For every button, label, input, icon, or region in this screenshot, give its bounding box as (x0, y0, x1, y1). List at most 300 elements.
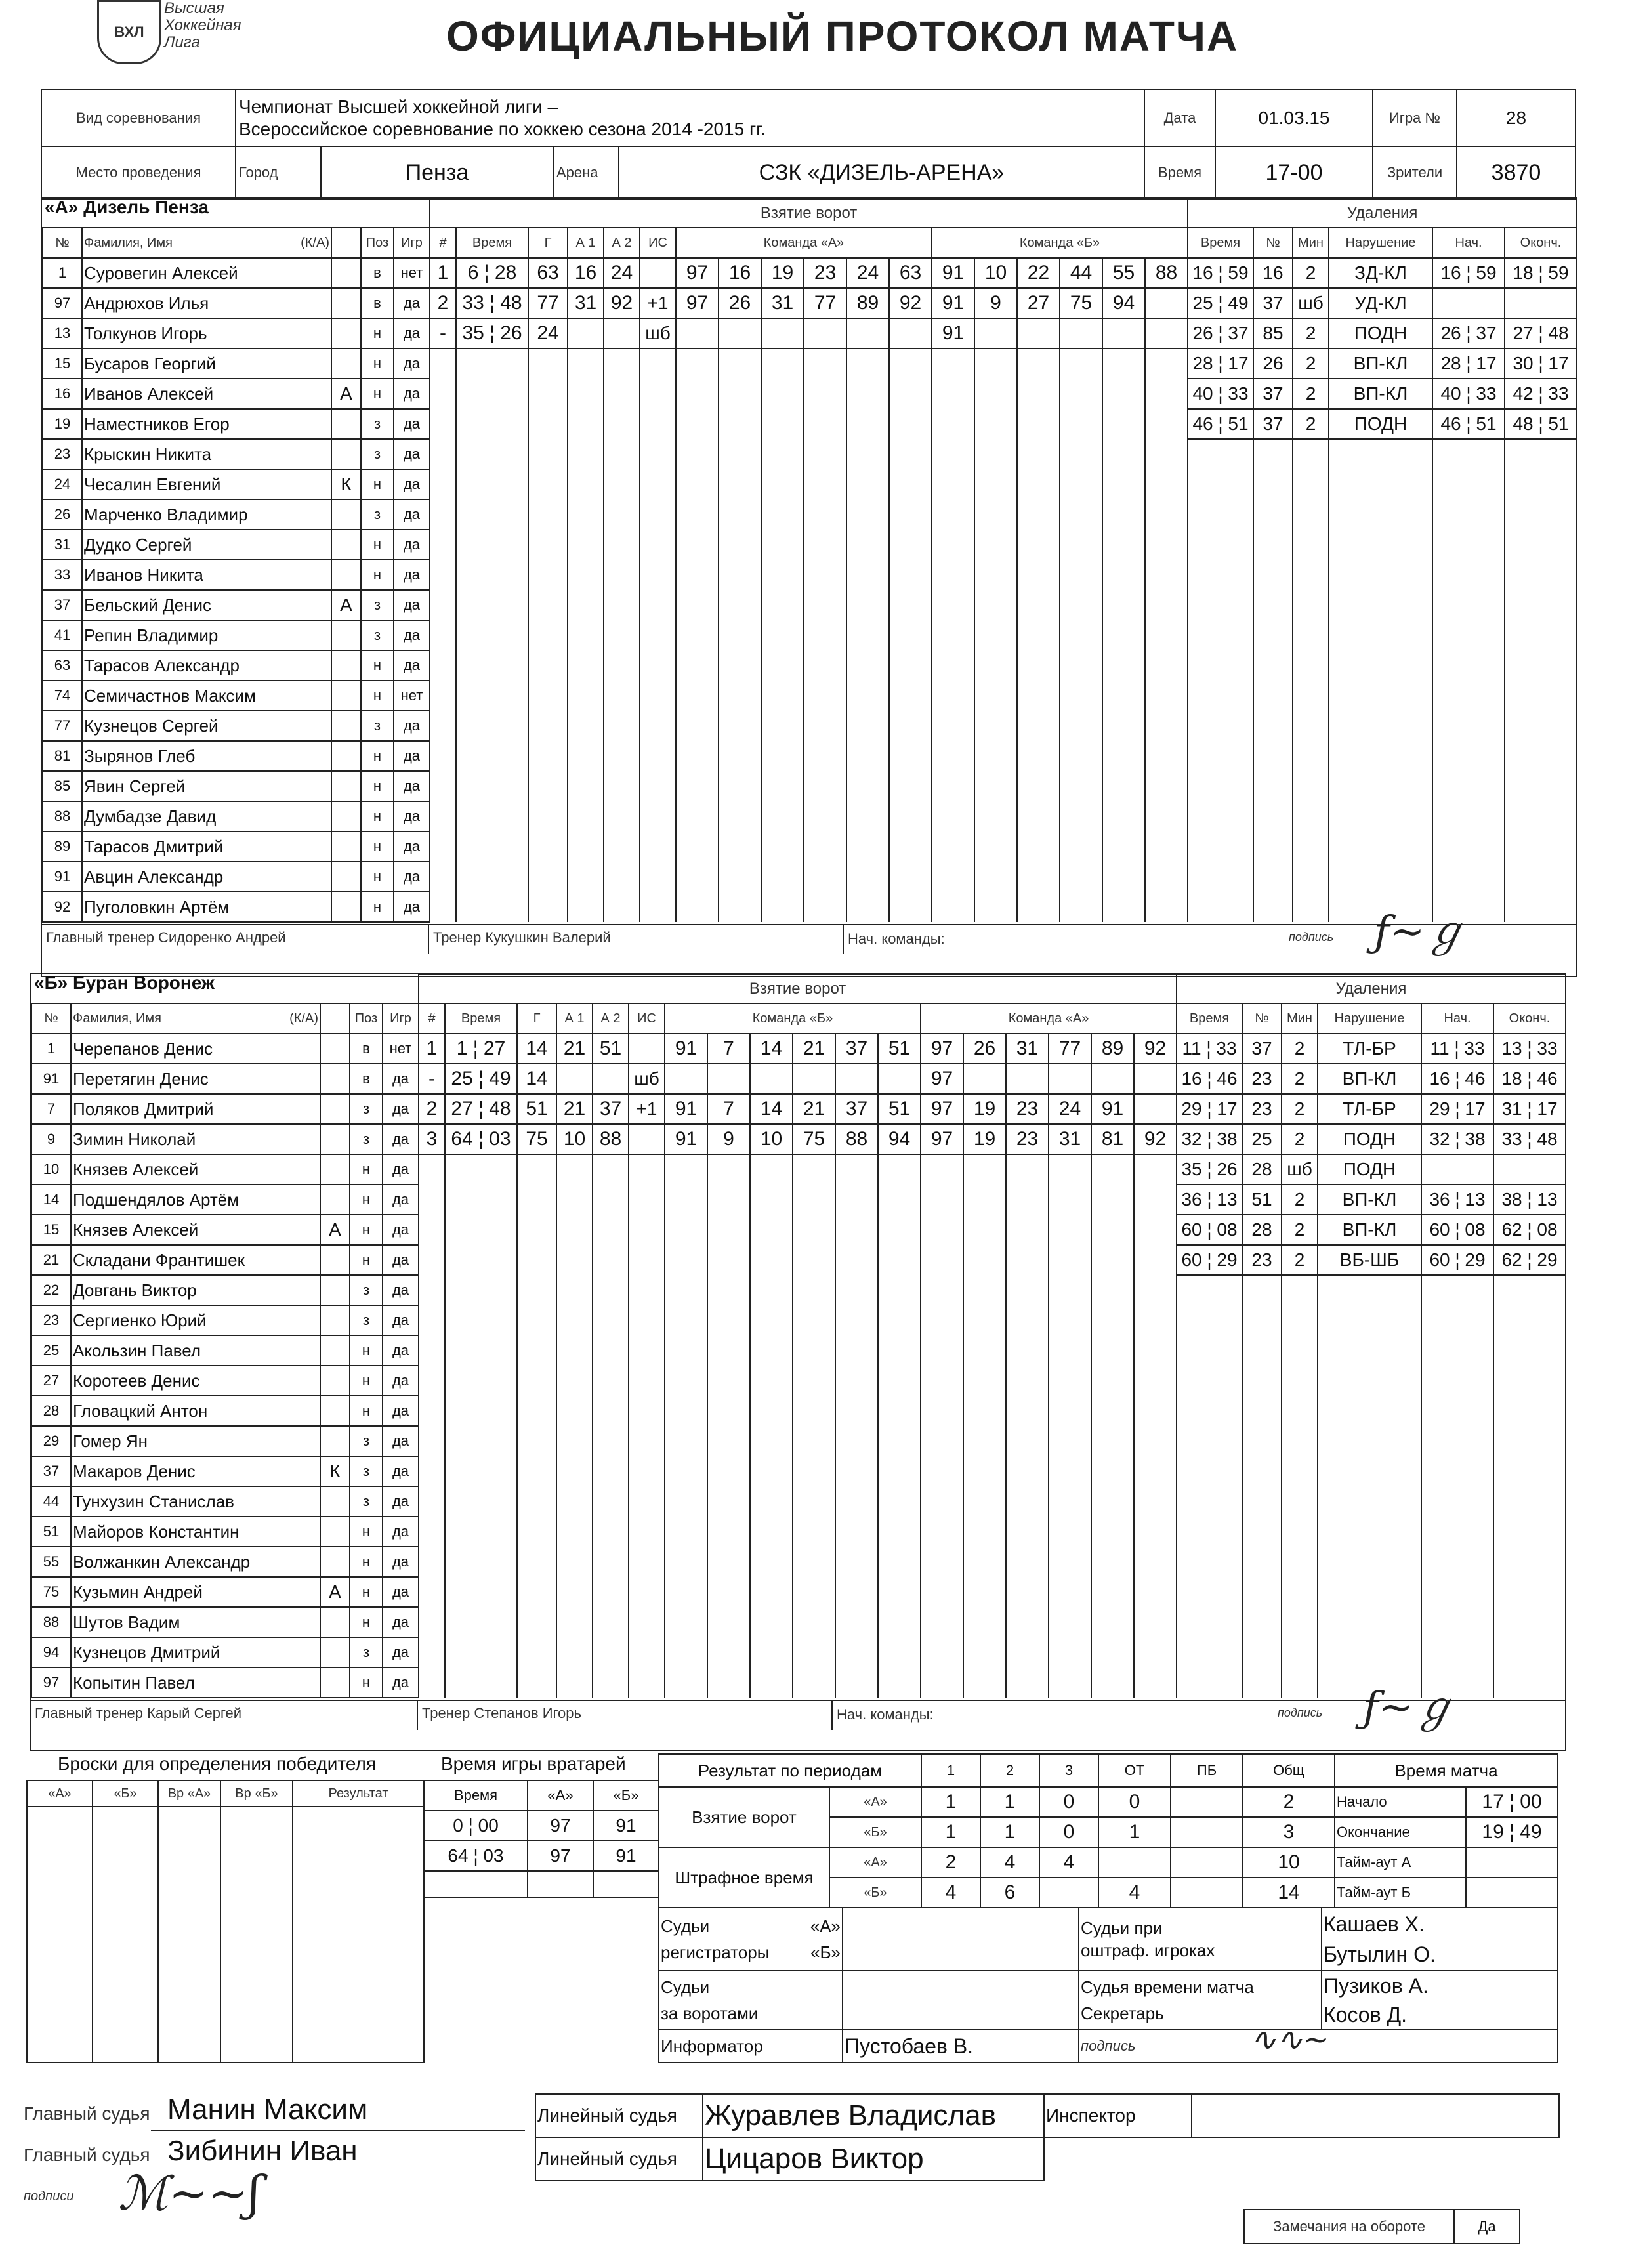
table-row (31, 1577, 419, 1607)
player-name: Складани Франтишек (71, 1245, 320, 1275)
place-label: Место проведения (41, 146, 236, 199)
penalties-title: Удаления (1177, 975, 1566, 1003)
player-number: 77 (43, 711, 82, 741)
player-pos: н (361, 831, 394, 862)
timeout-a-label: Тайм-аут А (1335, 1847, 1466, 1878)
table-row (43, 469, 430, 499)
goals-table: Взятие ворот # Время Г А 1 А 2 ИС Команда «А» Команда «Б» 1 6 ¦ 28 63 16 24 97 16 19 23 24 63 91 10 22 44 55 88 2 33 ¦ 48 77 31 92 +1 97 26 31 77 89 92 91 9 27 75 94 - 35 ¦ 26 24 шб 91 (429, 198, 1188, 922)
player-pos: н (350, 1185, 383, 1215)
timeout-b-label: Тайм-аут Б (1335, 1878, 1466, 1908)
player-role (331, 862, 361, 892)
player-pos: з (361, 409, 394, 439)
linesman-label-1: Линейный судья (535, 2094, 703, 2137)
remarks-value: Да (1454, 2210, 1520, 2244)
player-pos: н (361, 379, 394, 409)
player-name: Крыскин Никита (82, 439, 331, 469)
page-title: ОФИЦИАЛЬНЫЙ ПРОТОКОЛ МАТЧА (446, 12, 1239, 60)
player-number: 28 (31, 1396, 71, 1426)
player-role (320, 1607, 350, 1637)
player-play: да (383, 1456, 419, 1486)
goals-opp-team-label: Команда «Б» (932, 228, 1188, 258)
table-row (31, 1668, 419, 1698)
player-number: 88 (31, 1607, 71, 1637)
player-name: Наместников Егор (82, 409, 331, 439)
match-time-table (1334, 1754, 1558, 1908)
end-value: 19 ¦ 49 (1466, 1817, 1558, 1847)
player-role: А (320, 1215, 350, 1245)
start-label: Начало (1335, 1787, 1466, 1817)
player-play: да (394, 409, 430, 439)
player-number: 97 (43, 288, 82, 318)
player-pos: н (361, 771, 394, 801)
player-play: да (383, 1064, 419, 1094)
team-a-title: «А» Дизель Пенза (45, 197, 209, 217)
informer-label: Информатор (659, 2030, 843, 2063)
player-pos: н (350, 1547, 383, 1577)
table-row (31, 1517, 419, 1547)
gt-col-a: «А» (528, 1780, 593, 1811)
player-name: Репин Владимир (82, 620, 331, 650)
gt-col-b: «Б» (593, 1780, 659, 1811)
player-number: 91 (31, 1064, 71, 1094)
player-role (320, 1185, 350, 1215)
player-role: А (320, 1577, 350, 1607)
player-role (320, 1034, 350, 1064)
penalty-row: 60 ¦ 29 23 2 ВБ-ШБ 60 ¦ 29 62 ¦ 29 (1177, 1245, 1566, 1275)
table-row (43, 862, 430, 892)
player-pos: з (350, 1456, 383, 1486)
player-pos: в (361, 288, 394, 318)
player-play: да (394, 318, 430, 348)
player-number: 25 (31, 1335, 71, 1366)
table-row (31, 1185, 419, 1215)
player-play: да (383, 1305, 419, 1335)
player-name: Суровегин Алексей (82, 258, 331, 288)
player-role (331, 439, 361, 469)
player-play: да (394, 892, 430, 922)
table-row (43, 530, 430, 560)
player-role (331, 288, 361, 318)
player-number: 92 (43, 892, 82, 922)
player-role (320, 1396, 350, 1426)
table-row (31, 1607, 419, 1637)
table-row (31, 1154, 419, 1185)
player-play: да (394, 499, 430, 530)
player-name: Иванов Никита (82, 560, 331, 590)
ref-signatures-label: подписи (24, 2189, 74, 2204)
player-number: 9 (31, 1124, 71, 1154)
player-number: 41 (43, 620, 82, 650)
pim-label: Штрафное время (659, 1847, 829, 1908)
col-pos: Поз (350, 1003, 383, 1034)
player-name: Гомер Ян (71, 1426, 320, 1456)
player-number: 23 (31, 1305, 71, 1335)
player-role (331, 499, 361, 530)
player-play: да (383, 1094, 419, 1124)
player-pos: н (361, 318, 394, 348)
table-row (43, 348, 430, 379)
player-play: нет (394, 681, 430, 711)
player-pos: з (350, 1094, 383, 1124)
player-role (331, 258, 361, 288)
team-signature: ƒ∼ℊ (1363, 1683, 1456, 1732)
player-number: 13 (43, 318, 82, 348)
player-pos: з (350, 1124, 383, 1154)
player-pos: н (350, 1517, 383, 1547)
player-number: 89 (43, 831, 82, 862)
player-number: 16 (43, 379, 82, 409)
player-play: да (383, 1335, 419, 1366)
player-pos: з (350, 1426, 383, 1456)
player-play: да (383, 1668, 419, 1698)
officials-signature: подпись ∿∿~ (1079, 2030, 1558, 2063)
player-play: да (394, 711, 430, 741)
player-name: Пуголовкин Артём (82, 892, 331, 922)
roster-table (42, 198, 430, 923)
team-signature: ƒ∼ℊ (1374, 908, 1467, 956)
player-name: Чесалин Евгений (82, 469, 331, 499)
player-role (331, 801, 361, 831)
player-name: Поляков Дмитрий (71, 1094, 320, 1124)
city-value: Пенза (321, 146, 553, 199)
table-row (43, 831, 430, 862)
informer-value: Пустобаев В. (843, 2030, 1079, 2063)
player-name: Семичастнов Максим (82, 681, 331, 711)
trainer: Тренер Степанов Игорь (422, 1705, 581, 1721)
player-name: Макаров Денис (71, 1456, 320, 1486)
table-row (31, 1094, 419, 1124)
main-ref-label-1: Главный судья (24, 2103, 150, 2124)
table-row (31, 1637, 419, 1668)
player-play: да (394, 379, 430, 409)
col-play: Игр (383, 1003, 419, 1034)
penalty-row: 28 ¦ 17 26 2 ВП-КЛ 28 ¦ 17 30 ¦ 17 (1188, 348, 1577, 379)
player-play: да (383, 1547, 419, 1577)
player-role (320, 1486, 350, 1517)
logo-text: Высшая Хоккейная Лига (164, 0, 241, 51)
roster-table (31, 974, 419, 1698)
table-row (31, 1215, 419, 1245)
registrars-label: Судьи «А» регистраторы «Б» (659, 1908, 843, 1971)
team-captain: Нач. команды: (837, 1706, 934, 1723)
end-label: Окончание (1335, 1817, 1466, 1847)
player-pos: в (350, 1034, 383, 1064)
player-pos: н (361, 741, 394, 771)
spectators-value: 3870 (1457, 146, 1576, 199)
player-role: К (320, 1456, 350, 1486)
start-value: 17 ¦ 00 (1466, 1787, 1558, 1817)
officials-table (658, 1907, 1558, 2063)
main-ref-1: Манин Максим (167, 2093, 368, 2126)
table-row (43, 409, 430, 439)
goals-own-team-label: Команда «А» (676, 228, 932, 258)
player-number: 29 (31, 1426, 71, 1456)
player-pos: н (361, 650, 394, 681)
player-name: Тарасов Александр (82, 650, 331, 681)
player-pos: з (361, 439, 394, 469)
team-a-section (41, 197, 1577, 977)
competition-label: Вид соревнования (41, 89, 236, 146)
player-pos: в (350, 1064, 383, 1094)
player-play: да (383, 1124, 419, 1154)
player-name: Черепанов Денис (71, 1034, 320, 1064)
col-num: № (43, 228, 82, 258)
head-coach: Главный тренер Сидоренко Андрей (46, 929, 286, 946)
date-label: Дата (1144, 89, 1215, 146)
spectators-label: Зрители (1373, 146, 1457, 199)
goals-title: Взятие ворот (430, 199, 1188, 228)
player-number: 33 (43, 560, 82, 590)
player-number: 10 (31, 1154, 71, 1185)
penalty-row: 60 ¦ 08 28 2 ВП-КЛ 60 ¦ 08 62 ¦ 08 (1177, 1215, 1566, 1245)
date-value: 01.03.15 (1215, 89, 1373, 146)
player-pos: н (361, 469, 394, 499)
goals-title: Взятие ворот (419, 975, 1177, 1003)
player-name: Князев Алексей (71, 1154, 320, 1185)
player-name: Тунхузин Станислав (71, 1486, 320, 1517)
player-pos: н (350, 1668, 383, 1698)
player-role (320, 1517, 350, 1547)
table-row (31, 1547, 419, 1577)
player-name: Иванов Алексей (82, 379, 331, 409)
player-name: Волжанкин Александр (71, 1547, 320, 1577)
player-name: Князев Алексей (71, 1215, 320, 1245)
penalty-row: 11 ¦ 33 37 2 ТЛ-БР 11 ¦ 33 13 ¦ 33 (1177, 1034, 1566, 1064)
penalty-row: 29 ¦ 17 23 2 ТЛ-БР 29 ¦ 17 31 ¦ 17 (1177, 1094, 1566, 1124)
inspector-label: Инспектор (1044, 2094, 1192, 2137)
game-no-value: 28 (1457, 89, 1576, 146)
player-number: 51 (31, 1517, 71, 1547)
player-play: да (383, 1396, 419, 1426)
player-play: да (383, 1607, 419, 1637)
player-number: 63 (43, 650, 82, 681)
player-role (331, 530, 361, 560)
player-name: Дудко Сергей (82, 530, 331, 560)
main-ref-label-2: Главный судья (24, 2145, 150, 2165)
vhl-logo: ВХЛ (97, 0, 161, 64)
player-play: да (383, 1577, 419, 1607)
shootout-table (26, 1780, 425, 2063)
table-row (31, 1124, 419, 1154)
player-number: 75 (31, 1577, 71, 1607)
player-number: 22 (31, 1275, 71, 1305)
player-pos: з (361, 590, 394, 620)
player-name: Кузьмин Андрей (71, 1577, 320, 1607)
player-name: Зырянов Глеб (82, 741, 331, 771)
team-b-section (30, 973, 1566, 1751)
linesman-label-2: Линейный судья (535, 2137, 703, 2181)
player-name: Сергиенко Юрий (71, 1305, 320, 1335)
linesman-1: Журавлев Владислав (703, 2094, 1044, 2137)
goalie-row: 64 ¦ 03 97 91 (424, 1841, 659, 1871)
player-role (331, 831, 361, 862)
table-row (43, 590, 430, 620)
player-name: Кузнецов Дмитрий (71, 1637, 320, 1668)
arena-label: Арена (553, 146, 619, 199)
player-number: 7 (31, 1094, 71, 1124)
shootout-title: Броски для определения победителя (58, 1754, 377, 1774)
player-role (320, 1668, 350, 1698)
player-play: да (394, 288, 430, 318)
penalty-row: 46 ¦ 51 37 2 ПОДН 46 ¦ 51 48 ¦ 51 (1188, 409, 1577, 439)
table-row (43, 499, 430, 530)
penalties-title: Удаления (1188, 199, 1577, 228)
player-play: да (383, 1245, 419, 1275)
player-role: К (331, 469, 361, 499)
trainer: Тренер Кукушкин Валерий (433, 929, 611, 946)
penalty-row: 40 ¦ 33 37 2 ВП-КЛ 40 ¦ 33 42 ¦ 33 (1188, 379, 1577, 409)
player-name: Зимин Николай (71, 1124, 320, 1154)
player-role (331, 560, 361, 590)
team-captain: Нач. команды: (848, 931, 945, 947)
player-pos: з (350, 1637, 383, 1668)
so-col-vra: Вр «А» (158, 1780, 220, 1807)
player-number: 88 (43, 801, 82, 831)
penalty-row: 36 ¦ 13 51 2 ВП-КЛ 36 ¦ 13 38 ¦ 13 (1177, 1185, 1566, 1215)
player-role (331, 681, 361, 711)
player-play: да (394, 439, 430, 469)
player-role: А (331, 590, 361, 620)
player-role (320, 1305, 350, 1335)
team-b-title: «Б» Буран Воронеж (34, 973, 215, 993)
p-col-total: Общ (1243, 1754, 1335, 1787)
player-name: Толкунов Игорь (82, 318, 331, 348)
player-role (320, 1637, 350, 1668)
table-row (43, 650, 430, 681)
player-number: 15 (43, 348, 82, 379)
player-number: 37 (31, 1456, 71, 1486)
so-col-vrb: Вр «Б» (220, 1780, 293, 1807)
table-row (43, 439, 430, 469)
player-name: Марченко Владимир (82, 499, 331, 530)
player-number: 24 (43, 469, 82, 499)
penalties-table: Удаления Время № Мин Нарушение Нач. Оконч. 11 ¦ 33 37 2 ТЛ-БР 11 ¦ 33 13 ¦ 33 16 ¦ 46 23 2 ВП-КЛ 16 ¦ 46 18 ¦ 46 29 ¦ 17 23 2 ТЛ-БР 29 ¦ 17 31 ¦ 17 32 ¦ 38 25 2 ПОДН 32 ¦ 38 33 ¦ 48 35 ¦ 26 28 шб ПОДН 36 ¦ 13 51 2 ВП-КЛ 36 ¦ 13 38 ¦ 13 60 ¦ 08 28 2 ВП-КЛ 60 ¦ 08 62 ¦ 08 60 ¦ 29 23 2 ВБ-ШБ 60 ¦ 29 62 ¦ 29 (1176, 974, 1566, 1698)
penalty-row: 16 ¦ 46 23 2 ВП-КЛ 16 ¦ 46 18 ¦ 46 (1177, 1064, 1566, 1094)
player-role (320, 1245, 350, 1275)
table-row (31, 1456, 419, 1486)
goals-label: Взятие ворот (659, 1787, 829, 1847)
penbox-label: Судьи при оштраф. игроках (1079, 1908, 1322, 1971)
time-label: Время (1144, 146, 1215, 199)
player-name: Коротеев Денис (71, 1366, 320, 1396)
player-pos: з (361, 499, 394, 530)
player-play: да (394, 801, 430, 831)
player-name: Подшендялов Артём (71, 1185, 320, 1215)
player-number: 1 (43, 258, 82, 288)
player-name: Думбадзе Давид (82, 801, 331, 831)
player-number: 15 (31, 1215, 71, 1245)
player-number: 74 (43, 681, 82, 711)
table-row (43, 801, 430, 831)
remarks-label: Замечания на обороте (1244, 2210, 1454, 2244)
so-col-b: «Б» (93, 1780, 158, 1807)
linesman-2: Цицаров Виктор (703, 2137, 1044, 2181)
player-pos: н (361, 530, 394, 560)
table-row (43, 741, 430, 771)
table-row (43, 620, 430, 650)
table-row (43, 288, 430, 318)
player-role (320, 1124, 350, 1154)
city-label: Город (236, 146, 321, 199)
so-col-a: «А» (27, 1780, 93, 1807)
player-name: Тарасов Дмитрий (82, 831, 331, 862)
player-name: Явин Сергей (82, 771, 331, 801)
table-row (31, 1366, 419, 1396)
player-name: Перетягин Денис (71, 1064, 320, 1094)
table-row (43, 711, 430, 741)
player-play: да (394, 831, 430, 862)
goal-row: 2 33 ¦ 48 77 31 92 +1 97 26 31 77 89 92 91 9 27 75 94 (430, 288, 1188, 318)
player-role (320, 1275, 350, 1305)
table-row (31, 1486, 419, 1517)
competition-value: Чемпионат Высшей хоккейной лиги – Всероссийское соревнование по хоккею сезона 2014 -2015 гг. (236, 89, 1144, 146)
player-pos: з (350, 1275, 383, 1305)
table-row (31, 1245, 419, 1275)
player-number: 21 (31, 1245, 71, 1275)
player-role (320, 1547, 350, 1577)
head-coach: Главный тренер Карый Сергей (35, 1705, 242, 1721)
player-pos: н (361, 348, 394, 379)
timekeeper-secretary-values: Пузиков А. Косов Д. (1322, 1971, 1558, 2030)
player-role (320, 1366, 350, 1396)
player-role (331, 892, 361, 922)
player-role (320, 1094, 350, 1124)
table-row (43, 771, 430, 801)
player-play: да (394, 771, 430, 801)
goal-row: - 35 ¦ 26 24 шб 91 (430, 318, 1188, 348)
col-pos: Поз (361, 228, 394, 258)
player-name: Авцин Александр (82, 862, 331, 892)
goalie-time-title: Время игры вратарей (441, 1754, 626, 1774)
player-role (331, 620, 361, 650)
player-role (320, 1064, 350, 1094)
player-number: 37 (43, 590, 82, 620)
player-role (331, 650, 361, 681)
team-signature-label: подпись (1278, 1706, 1323, 1719)
player-play: да (383, 1637, 419, 1668)
player-number: 94 (31, 1637, 71, 1668)
player-role (320, 1154, 350, 1185)
col-name: Фамилия, Имя (К/А) (71, 1003, 320, 1034)
table-row (31, 1426, 419, 1456)
goal-row: 1 6 ¦ 28 63 16 24 97 16 19 23 24 63 91 10 22 44 55 88 (430, 258, 1188, 288)
game-no-label: Игра № (1373, 89, 1457, 146)
table-row (31, 1275, 419, 1305)
player-play: да (394, 530, 430, 560)
player-pos: н (350, 1215, 383, 1245)
player-play: нет (383, 1034, 419, 1064)
p-col-3: 3 (1039, 1754, 1098, 1787)
timekeeper-secretary-labels: Судья времени матча Секретарь (1079, 1971, 1322, 2030)
player-role (331, 318, 361, 348)
player-role: А (331, 379, 361, 409)
player-number: 31 (43, 530, 82, 560)
player-name: Довгань Виктор (71, 1275, 320, 1305)
player-play: да (383, 1154, 419, 1185)
linesmen-table (535, 2093, 1560, 2181)
goal-row: - 25 ¦ 49 14 шб 97 (419, 1064, 1177, 1094)
player-play: да (394, 620, 430, 650)
player-name: Бусаров Георгий (82, 348, 331, 379)
player-pos: н (361, 801, 394, 831)
goal-row: 3 64 ¦ 03 75 10 88 91 9 10 75 88 94 97 19 23 31 81 92 (419, 1124, 1177, 1154)
player-pos: н (350, 1245, 383, 1275)
table-row (43, 379, 430, 409)
player-number: 1 (31, 1034, 71, 1064)
player-play: да (383, 1185, 419, 1215)
player-play: да (383, 1517, 419, 1547)
player-number: 27 (31, 1366, 71, 1396)
